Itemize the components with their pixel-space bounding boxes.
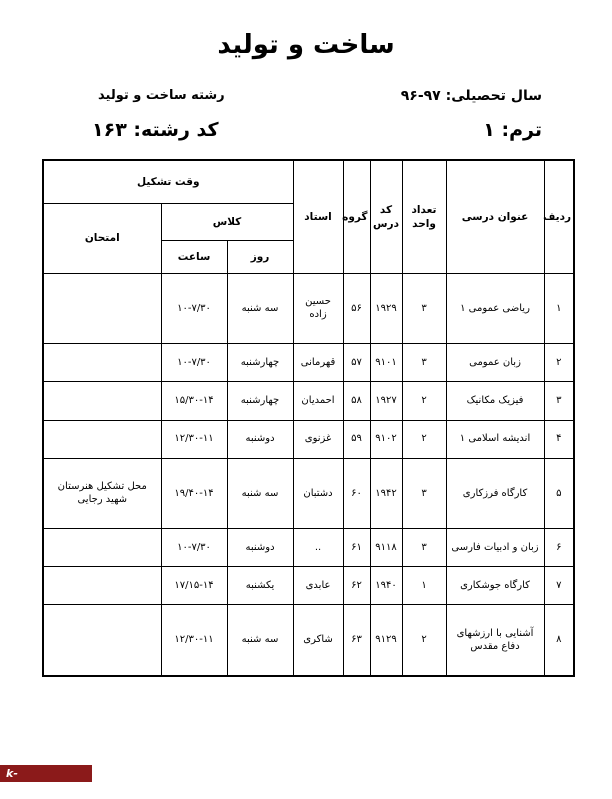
course-code: ۹۱۰۲ [370,420,402,458]
header-course-code: کد درس [370,160,402,274]
header-units: تعداد واحد [402,160,446,274]
row-no: ۵ [544,458,574,528]
table-row [43,605,574,676]
exam [43,382,161,420]
group: ۶۱ [343,528,370,566]
day: سه شنبه [227,605,293,676]
course-title: آشنایی با ارزشهای دفاع مقدس [446,605,544,676]
course-code: ۱۹۲۹ [370,274,402,344]
course-title: ریاضی عمومی ۱ [446,274,544,344]
time: ۱۷/۱۵-۱۴ [161,567,227,605]
teacher: غزنوی [293,420,343,458]
exam [43,420,161,458]
units: ۳ [402,274,446,344]
exam [43,605,161,676]
time: ۱۹/۴۰-۱۴ [161,458,227,528]
teacher: دشتبان [293,458,343,528]
table-row [43,343,574,381]
units: ۱ [402,567,446,605]
exam [43,343,161,381]
row-no: ۴ [544,420,574,458]
group: ۶۳ [343,605,370,676]
course-code: ۹۱۱۸ [370,528,402,566]
academic-year: سال تحصیلی: ۹۷-۹۶ [400,88,542,104]
table-row [43,528,574,566]
table-row [43,274,574,344]
exam: محل تشکیل هنرستان شهید رجایی [43,458,161,528]
time: ۱۰-۷/۳۰ [161,343,227,381]
teacher: احمدیان [293,382,343,420]
exam [43,528,161,566]
units: ۳ [402,458,446,528]
header-exam: امتحان [43,204,161,274]
teacher: .. [293,528,343,566]
header-row-no: ردیف [544,160,574,274]
header-class: کلاس [161,204,293,241]
course-code: ۱۹۴۲ [370,458,402,528]
site-link[interactable]: k-fasa.tvu.ac.ir [0,765,92,782]
row-no: ۶ [544,528,574,566]
group: ۵۶ [343,274,370,344]
group: ۵۷ [343,343,370,381]
group: ۶۰ [343,458,370,528]
group: ۵۸ [343,382,370,420]
row-no: ۳ [544,382,574,420]
exam [43,567,161,605]
row-no: ۱ [544,274,574,344]
time: ۱۲/۳۰-۱۱ [161,420,227,458]
header-day: روز [227,241,293,274]
day: دوشنبه [227,528,293,566]
day: دوشنبه [227,420,293,458]
course-title: اندیشه اسلامی ۱ [446,420,544,458]
day: یکشنبه [227,567,293,605]
header-course-title: عنوان درسی [446,160,544,274]
day: سه شنبه [227,458,293,528]
term: ترم: ۱ [483,119,542,141]
time: ۱۲/۳۰-۱۱ [161,605,227,676]
units: ۲ [402,382,446,420]
course-title: کارگاه جوشکاری [446,567,544,605]
course-code: ۹۱۲۹ [370,605,402,676]
table-row [43,382,574,420]
course-title: کارگاه فرزکاری [446,458,544,528]
group: ۶۲ [343,567,370,605]
teacher: حسین زاده [293,274,343,344]
course-code: ۱۹۴۰ [370,567,402,605]
header-group: گروه [343,160,370,274]
units: ۲ [402,420,446,458]
table-row [43,420,574,458]
header-time: ساعت [161,241,227,274]
course-title: زبان عمومی [446,343,544,381]
course-code: ۹۱۰۱ [370,343,402,381]
time: ۱۰-۷/۳۰ [161,274,227,344]
page-title: ساخت و تولید [217,30,395,60]
row-no: ۸ [544,605,574,676]
day: چهارشنبه [227,382,293,420]
units: ۳ [402,343,446,381]
units: ۲ [402,605,446,676]
table-row [43,458,574,528]
field-name: رشته ساخت و تولید [98,88,225,103]
teacher: قهرمانی [293,343,343,381]
header-teacher: استاد [293,160,343,274]
day: سه شنبه [227,274,293,344]
row-no: ۲ [544,343,574,381]
time: ۱۵/۳۰-۱۴ [161,382,227,420]
exam [43,274,161,344]
row-no: ۷ [544,567,574,605]
table-row [43,567,574,605]
course-title: فیزیک مکانیک [446,382,544,420]
units: ۳ [402,528,446,566]
course-title: زبان و ادبیات فارسی [446,528,544,566]
course-code: ۱۹۲۷ [370,382,402,420]
teacher: عابدی [293,567,343,605]
course-schedule-table [42,159,575,677]
teacher: شاکری [293,605,343,676]
day: چهارشنبه [227,343,293,381]
group: ۵۹ [343,420,370,458]
time: ۱۰-۷/۳۰ [161,528,227,566]
field-code: کد رشته: ۱۶۳ [92,119,219,141]
header-schedule: وقت تشکیل [43,160,293,204]
